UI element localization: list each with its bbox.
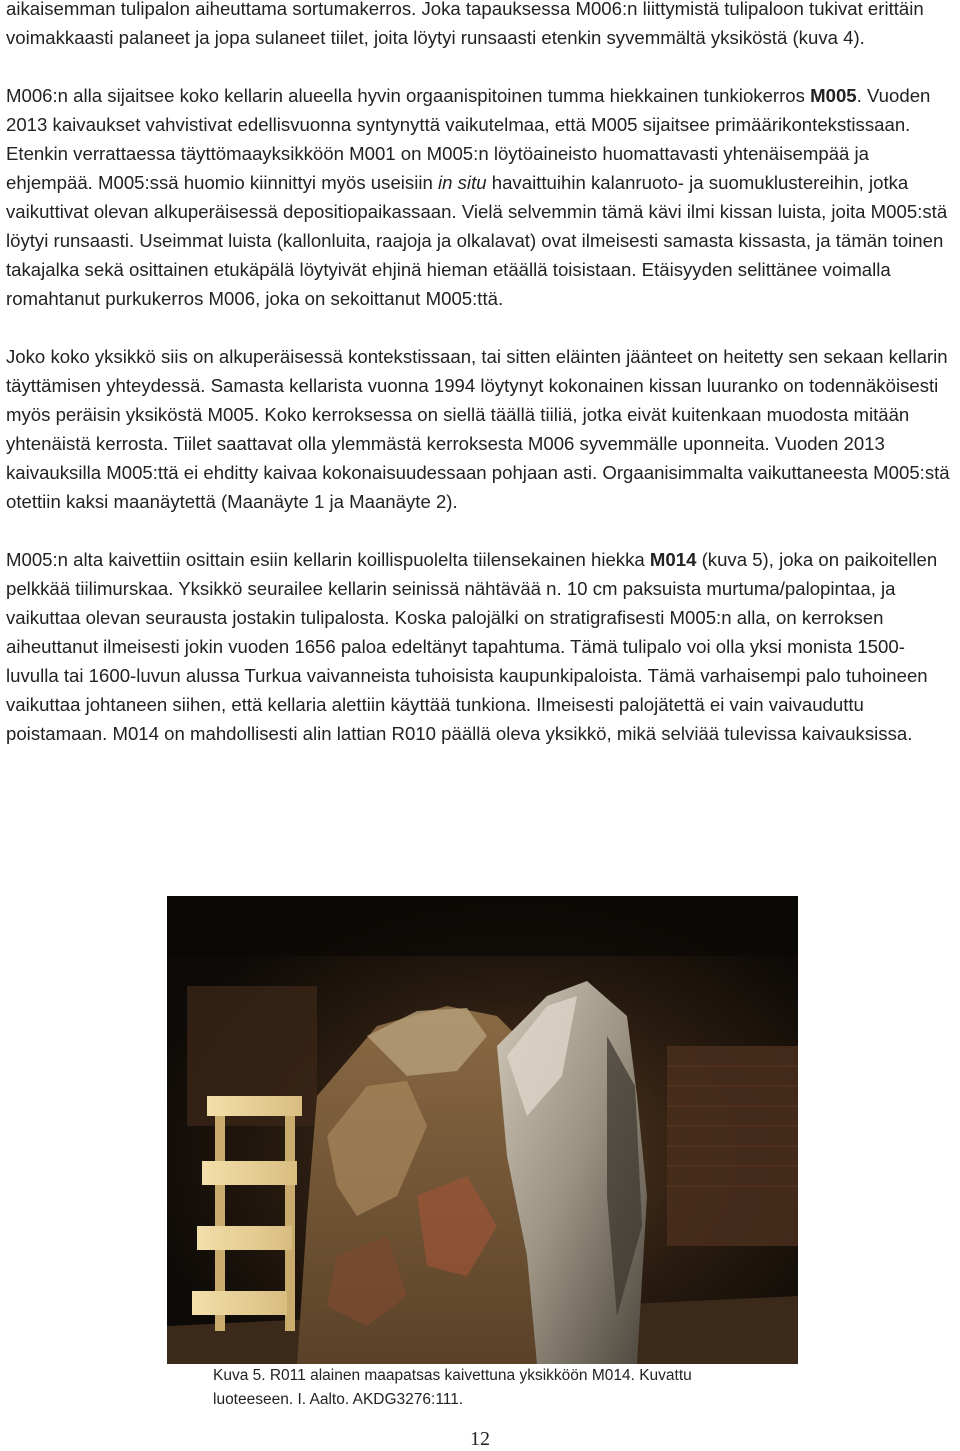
page-number: 12 [470, 1428, 490, 1450]
paragraph [6, 342, 954, 516]
paragraph [6, 0, 954, 52]
paragraph-text: Joko koko yksikkö siis on alkuperäisessä kontekstissaan, tai sitten eläinten jäänteet on heitetty sen sekaan kellarin täyttämisen yhteydessä. Samasta kellarista vuonna 1994 löytynyt kokonainen kissan luuranko on todennäköisesti myös peräisin yksiköstä M005. Koko kerroksessa on siellä täällä tiiliä, jotka eivät kuitenkaan muodosta mitään yhtenäistä kerrosta. Tiilet saattavat olla ylemmästä kerroksesta M006 syvemmälle uponneita. Vuoden 2013 kaivauksilla M005:ttä ei ehditty kaivaa kokonaisuudessaan pohjaan asti. Orgaanisimmalta vaikuttaneesta M005:stä otettiin kaksi maanäytettä (Maanäyte 1 ja Maanäyte 2). [6, 346, 950, 512]
emphasis-text: M005 [810, 85, 857, 106]
figure-caption [213, 1364, 793, 1412]
caption-line: Kuva 5. R011 alainen maapatsas kaivettuna yksikköön M014. Kuvattu [213, 1367, 692, 1384]
body-text [6, 0, 954, 748]
emphasis-text: M014 [649, 549, 697, 570]
paragraph-text: M005:n alta kaivettiin osittain esiin kellarin koillispuolelta tiilensekainen hiekka [6, 549, 650, 570]
excavation-photo-drawing [167, 896, 798, 1364]
paragraph-text: aikaisemman tulipalon aiheuttama sortumakerros. Joka tapauksessa M006:n liittymistä tulipaloon tukivat erittäin voimakkaasti palaneet ja jopa sulaneet tiilet, joita löytyi runsaasti etenkin syvemmältä yksiköstä (kuva 4). [6, 0, 924, 48]
paragraph-text: (kuva 5), joka on paikoitellen pelkkää tiilimurskaa. Yksikkö seurailee kellarin seinissä nähtävää n. 10 cm paksuista murtuma/palopintaa, ja vaikuttaa olevan seurausta jostakin tulipalosta. Koska palojälki on stratigrafisesti M005:n alla, on kerroksen aiheuttanut ilmeisesti jokin vuoden 1656 paloa edeltänyt tapahtuma. Tämä tulipalo voi olla yksi monista 1500-luvulla tai 1600-luvun alussa Turkua vaivanneista tuhoisista kaupunkipaloista. Tämä varhaisempi palo tuhoineen vaikuttaa johtaneen siihen, että kellaria alettiin käyttää tunkiona. Ilmeisesti palojätettä ei vain vaivauduttu poistamaan. M014 on mahdollisesti alin lattian R010 päällä oleva yksikkö, mikä selviää tulevissa kaivauksissa. [6, 549, 938, 744]
excavation-photo [167, 896, 798, 1364]
paragraph [6, 81, 954, 313]
paragraph-text: havaittuihin kalanruoto- ja suomuklustereihin, jotka vaikuttivat olevan alkuperäisessä depositiopaikassaan. Vielä selvemmin tämä kävi ilmi kissan luista, joita M005:stä löytyi runsaasti. Useimmat luista (kallonluita, raajoja ja olkalavat) ovat ilmeisesti samasta kissasta, ja tämän toinen takajalka sekä osittainen etukäpälä löytyivät ehjinä hieman etäällä toisistaan. Etäisyyden selittänee voimalla romahtanut purkukerros M006, joka on sekoittanut M005:ttä. [6, 172, 948, 309]
caption-line: luoteeseen. I. Aalto. AKDG3276:111. [213, 1391, 464, 1408]
paragraph [6, 545, 954, 748]
paragraph-text: M006:n alla sijaitsee koko kellarin alueella hyvin orgaanispitoinen tumma hiekkainen tunkiokerros [6, 85, 811, 106]
paragraph-text: . Vuoden 2013 kaivaukset vahvistivat edellisvuonna syntynyttä vaikutelmaa, että M005 sijaitsee primäärikontekstissaan. Etenkin verrattaessa täyttömaayksikköön M001 on M005:n löytöaineisto huomattavasti yhtenäisempää ja ehjempää. M005:ssä huomio kiinnittyi myös useisiin [6, 85, 931, 193]
emphasis-text: in situ [438, 172, 487, 193]
